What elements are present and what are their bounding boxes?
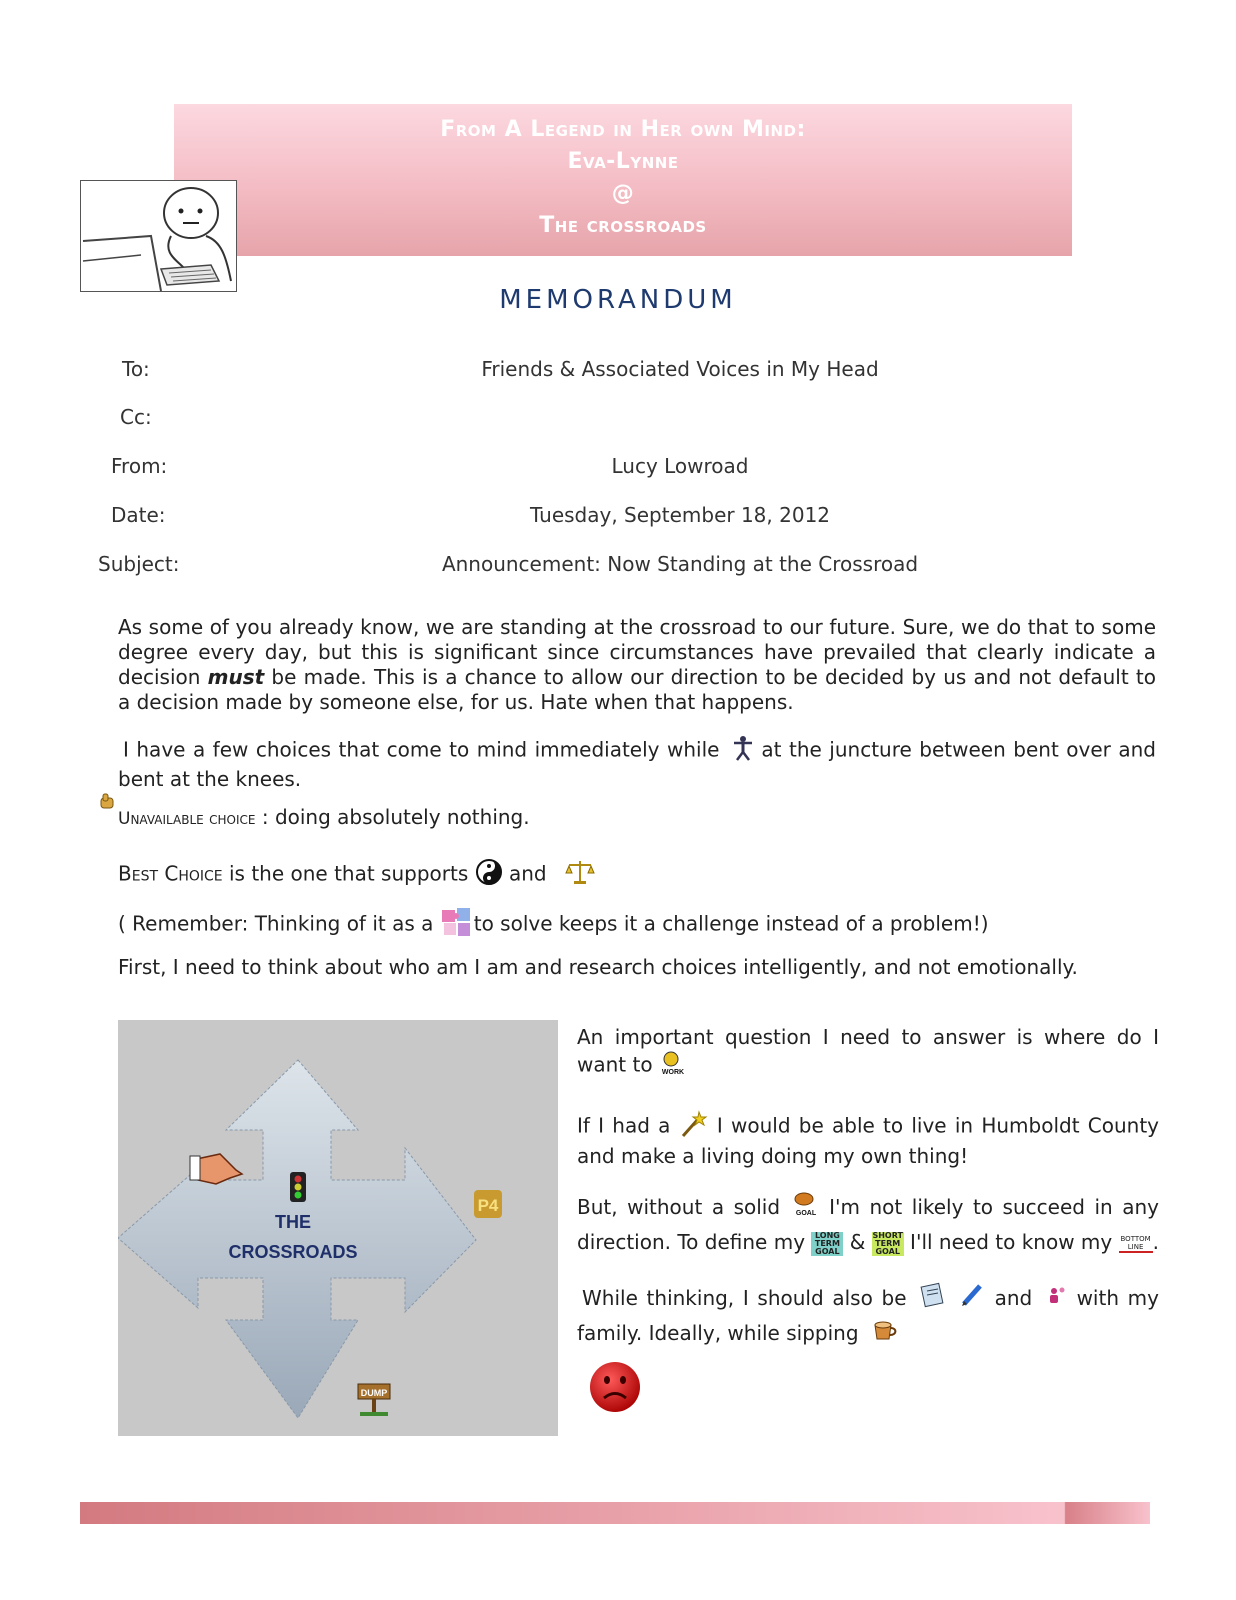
- choices-text-a: I have a few choices that come to mind immediately while: [123, 737, 727, 762]
- first-line: First, I need to think about who am I am and research choices intelligently, and not emotionally.: [118, 955, 1078, 979]
- best-text: is the one that supports: [222, 861, 475, 886]
- work-icon-text: WORK: [661, 1069, 685, 1076]
- think-text-a: While thinking, I should also be: [582, 1286, 916, 1310]
- four-way-arrow-shape: [118, 1060, 476, 1418]
- dump-sign-icon: [358, 1384, 390, 1416]
- banner-line-3: @: [611, 181, 635, 206]
- banner-line-2: Eva-Lynne: [567, 149, 679, 174]
- goal-text-d: .: [1152, 1230, 1159, 1254]
- goal-text-b: I'm not likely to succeed in any direction. To define my: [577, 1195, 1159, 1254]
- pointing-hand-bullet-icon: [98, 792, 118, 816]
- sad-face-icon: [588, 1360, 642, 1418]
- goal-paragraph: [577, 1190, 1159, 1258]
- header-banner: [174, 104, 1072, 256]
- goal-text-c: I'll need to know my: [903, 1230, 1119, 1254]
- standing-figure-icon: [727, 735, 754, 767]
- people-icon: [1041, 1284, 1068, 1315]
- yin-yang-icon: [475, 858, 503, 892]
- puzzle-icon: [440, 906, 474, 944]
- figure-title-line-2: CROSSROADS: [228, 1242, 358, 1262]
- choices-text-b: at the juncture between bent over and bent at the knees.: [118, 737, 1156, 791]
- banner-line-4: The crossroads: [539, 213, 707, 238]
- goal-icon-text: GOAL: [795, 1210, 816, 1217]
- best-and: and: [502, 861, 553, 886]
- notepad-icon: [915, 1282, 946, 1317]
- goal-icon: [790, 1190, 820, 1227]
- choices-paragraph: [118, 735, 1156, 792]
- long-term-goal-icon: LONG TERM GOAL: [811, 1232, 843, 1256]
- date-label: Date:: [111, 503, 166, 527]
- remember-line: [118, 906, 1156, 944]
- subject-label: Subject:: [98, 552, 180, 576]
- coffee-cup-icon: [865, 1317, 898, 1352]
- to-label: To:: [122, 357, 150, 381]
- from-label: From:: [111, 454, 168, 478]
- goal-amp: &: [843, 1230, 872, 1254]
- banner-line-1: From A Legend in Her own Mind:: [440, 117, 806, 142]
- best-choice-line: [118, 858, 1156, 892]
- work-question-paragraph: [577, 1025, 1159, 1082]
- cc-label: Cc:: [120, 405, 152, 429]
- crossroads-figure: [118, 1020, 558, 1436]
- unavailable-label: Unavailable choice: [118, 809, 256, 829]
- intro-text-b: be made. This is a chance to allow our direction to be decided by us and not default to a decision made by someone else, for us. Hate when that happens.: [118, 665, 1156, 714]
- wand-text-b: I would be able to live in Humboldt County and make a living doing my own thing!: [577, 1113, 1159, 1168]
- unavailable-text: : doing absolutely nothing.: [255, 805, 530, 829]
- pencil-icon: [955, 1282, 986, 1317]
- work-question-text: An important question I need to answer is where do I want to: [577, 1025, 1159, 1077]
- footer-bar: [80, 1502, 1150, 1524]
- dump-sign-text: DUMP: [360, 1388, 388, 1398]
- magic-wand-icon: [679, 1110, 709, 1144]
- scales-balance-icon: [565, 859, 595, 891]
- memo-title: MEMORANDUM: [499, 285, 737, 315]
- think-and: and: [985, 1286, 1041, 1310]
- intro-paragraph: [118, 615, 1156, 715]
- intro-text-a: As some of you already know, we are standing at the crossroad to our future. Sure, we do that to some degree every day, but this is significant since circumstances have prevailed that clearly indicate a decision: [118, 615, 1156, 689]
- bottom-line-icon: BOTTOM LINE: [1120, 1234, 1151, 1251]
- remember-text-b: to solve keeps it a challenge instead of a problem!): [473, 911, 989, 936]
- svg-text:P4: P4: [477, 1196, 499, 1215]
- p4-logo-icon: [474, 1190, 502, 1218]
- to-value: Friends & Associated Voices in My Head: [481, 357, 879, 381]
- from-value: Lucy Lowroad: [611, 454, 749, 478]
- remember-text-a: ( Remember: Thinking of it as a: [118, 911, 440, 936]
- short-term-goal-icon: SHORT TERM GOAL: [872, 1230, 903, 1256]
- avatar-sketch-image: [80, 180, 237, 292]
- goal-text-a: But, without a solid: [577, 1195, 790, 1219]
- unavailable-choice-line: [118, 805, 1156, 832]
- emphasis-must: must: [207, 665, 265, 689]
- subject-value: Announcement: Now Standing at the Crossroad: [441, 552, 919, 576]
- figure-title-line-1: THE: [275, 1212, 311, 1232]
- best-label: Best Choice: [118, 861, 223, 886]
- think-text-b: with my family. Ideally, while sipping: [577, 1286, 1160, 1345]
- traffic-light-icon: [290, 1172, 306, 1202]
- work-icon: [659, 1050, 687, 1082]
- magic-wand-paragraph: [577, 1110, 1159, 1169]
- date-value: Tuesday, September 18, 2012: [529, 503, 831, 527]
- wand-text-a: If I had a: [577, 1113, 679, 1138]
- thinking-paragraph: [577, 1282, 1159, 1352]
